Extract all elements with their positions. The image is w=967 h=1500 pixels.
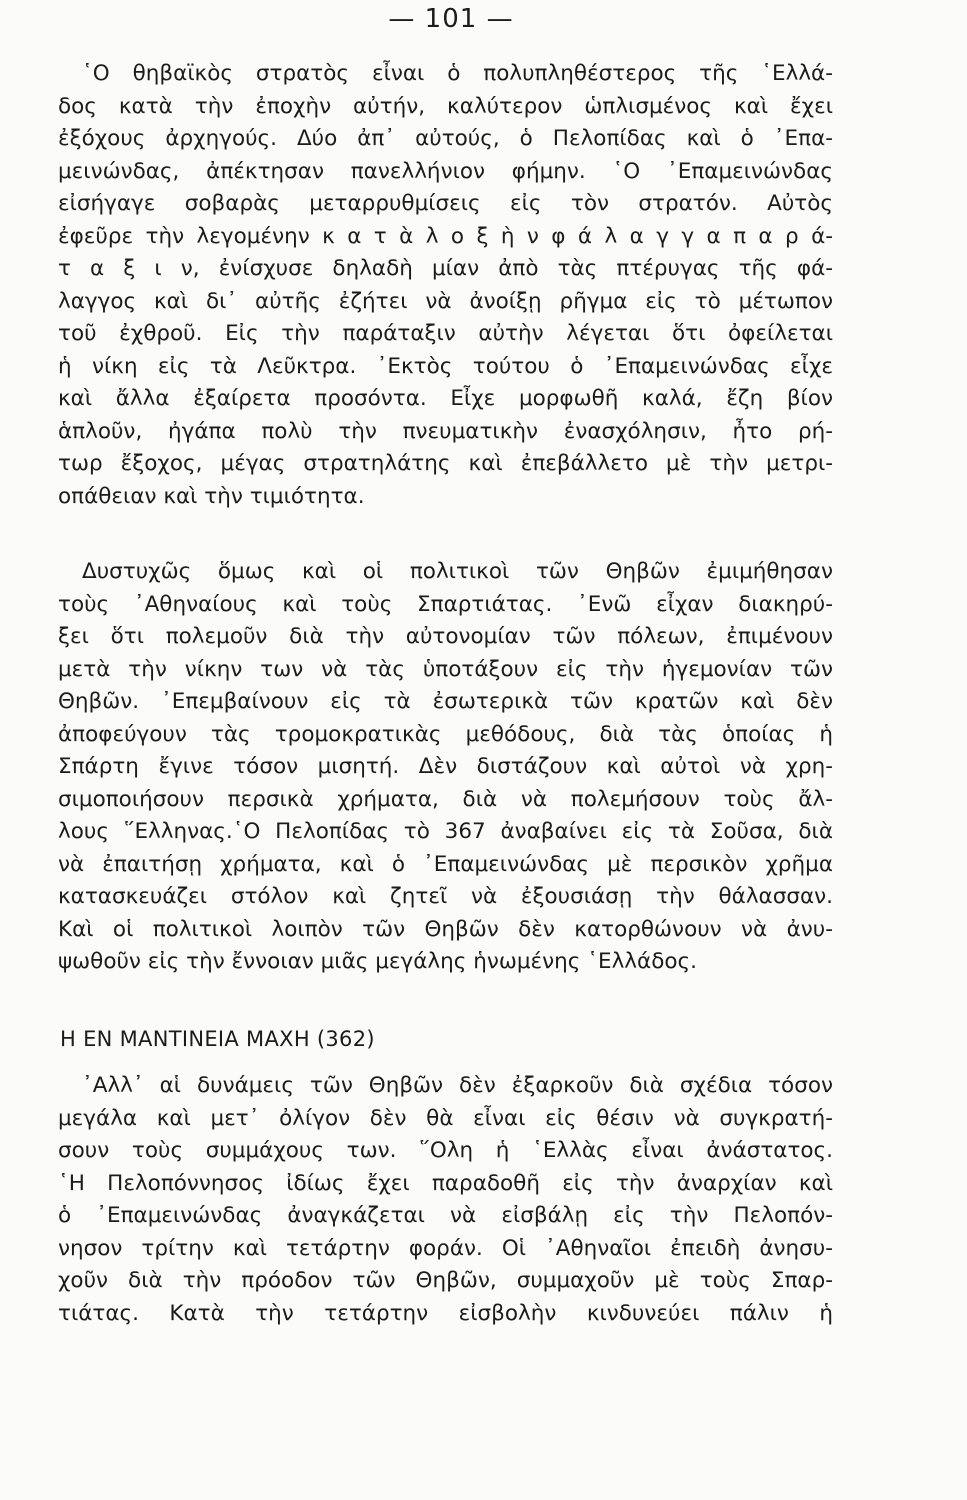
text-line: τιάτας. Κατὰ τὴν τετάρτην εἰσβολὴν κινδυνεύει πάλιν ἡ <box>58 1300 833 1326</box>
text-line: ἡ νίκη εἰς τὰ Λεῦκτρα. ᾽Εκτὸς τούτου ὁ ᾽Επαμεινώνδας εἶχε <box>58 353 833 379</box>
paragraph-thebes-army <box>58 58 833 513</box>
text-line: λαγγος καὶ δι᾽ αὐτῆς ἐζήτει νὰ ἀνοίξῃ ρῆγμα εἰς τὸ μέτωπον <box>58 288 833 314</box>
text-line: σιμοποιήσουν περσικὰ χρήματα, διὰ νὰ πολεμήσουν τοὺς ἄλ- <box>58 786 833 812</box>
section-heading: Η ΕΝ ΜΑΝΤΙΝΕΙΑ ΜΑΧΗ (362) <box>60 1027 375 1051</box>
text-line: σουν τοὺς συμμάχους των. ῞Ολη ἡ ῾Ελλὰς εἶναι ἀνάστατος. <box>58 1138 833 1163</box>
text-line: λους ῞Ελληνας.῾Ο Πελοπίδας τὸ 367 ἀναβαίνει εἰς τὰ Σοῦσα, διὰ <box>58 819 833 844</box>
text-line: ἁπλοῦν, ἠγάπα πολὺ τὴν πνευματικὴν ἐνασχόλησιν, ἦτο ρή- <box>58 418 833 444</box>
text-line: Θηβῶν. ᾽Επεμβαίνουν εἰς τὰ ἐσωτερικὰ τῶν κρατῶν καὶ δὲν <box>58 689 833 714</box>
text-line: ἀποφεύγουν τὰς τρομοκρατικὰς μεθόδους, διὰ τὰς ὁποίας ἡ <box>58 721 833 747</box>
text-line: κατασκευάζει στόλον καὶ ζητεῖ νὰ ἐξουσιάσῃ τὴν θάλασσαν. <box>58 884 833 909</box>
paragraph-mantinea-battle <box>58 1070 833 1330</box>
text-line: ᾽Αλλ᾽ αἱ δυνάμεις τῶν Θηβῶν δὲν ἐξαρκοῦν διὰ σχέδια τόσον <box>82 1073 833 1098</box>
text-line: τωρ ἔξοχος, μέγας στρατηλάτης καὶ ἐπεβάλλετο μὲ τὴν μετρι- <box>58 451 833 476</box>
text-line: τοὺς ᾽Αθηναίους καὶ τοὺς Σπαρτιάτας. ᾽Ενῶ εἶχαν διακηρύ- <box>58 591 833 617</box>
text-line: μεινώνδας, ἀπέκτησαν πανελλήνιον φήμην. ῾Ο ᾽Επαμεινώνδας <box>58 158 833 184</box>
text-line: τοῦ ἐχθροῦ. Εἰς τὴν παράταξιν αὐτὴν λέγεται ὅτι ὀφείλεται <box>58 321 833 346</box>
text-line: Καὶ οἱ πολιτικοὶ λοιπὸν τῶν Θηβῶν δὲν κατορθώνουν νὰ ἀνυ- <box>58 916 833 942</box>
text-line: μεγάλα καὶ μετ᾽ ὀλίγον δὲν θὰ εἶναι εἰς θέσιν νὰ συγκρατή- <box>58 1105 833 1131</box>
text-line: νησον τρίτην καὶ τετάρτην φοράν. Οἱ ᾽Αθηναῖοι ἐπειδὴ ἀνησυ- <box>58 1235 833 1261</box>
paragraph-thebes-politicians <box>58 556 833 979</box>
text-line: χοῦν διὰ τὴν πρόοδον τῶν Θηβῶν, συμμαχοῦν μὲ τοὺς Σπαρ- <box>58 1268 833 1293</box>
text-line: δος κατὰ τὴν ἐποχὴν αὐτήν, καλύτερον ὡπλισμένος καὶ ἔχει <box>58 93 833 119</box>
text-line: ὁ ᾽Επαμεινώνδας ἀναγκάζεται νὰ εἰσβάλῃ εἰς τὴν Πελοπόν- <box>58 1203 833 1228</box>
text-line: εἰσήγαγε σοβαρὰς μεταρρυθμίσεις εἰς τὸν στρατόν. Αὐτὸς <box>58 191 833 216</box>
text-line: ἐφεῦρε τὴν λεγομένην κ α τ ὰ λ ο ξ ὴ ν φ ά λ α γ γ α π α ρ ά- <box>58 223 833 249</box>
text-line: οπάθειαν καὶ τὴν τιμιότητα. <box>58 483 365 509</box>
text-line: ῾Ο θηβαϊκὸς στρατὸς εἶναι ὁ πολυπληθέστερος τῆς ῾Ελλά- <box>82 61 833 86</box>
text-line: ῾Η Πελοπόννησος ἰδίως ἔχει παραδοθῆ εἰς τὴν ἀναρχίαν καὶ <box>58 1170 833 1196</box>
text-line: Σπάρτη ἔγινε τόσον μισητή. Δὲν διστάζουν καὶ αὐτοὶ νὰ χρη- <box>58 754 833 779</box>
text-line: καὶ ἄλλα ἐξαίρετα προσόντα. Εἶχε μορφωθῆ καλά, ἔζη βίον <box>58 386 833 411</box>
page-number: — 101 — <box>388 4 514 34</box>
text-line: ξει ὅτι πολεμοῦν διὰ τὴν αὐτονομίαν τῶν πόλεων, ἐπιμένουν <box>58 624 833 649</box>
text-line: νὰ ἐπαιτήσῃ χρήματα, καὶ ὁ ᾽Επαμεινώνδας μὲ περσικὸν χρῆμα <box>58 851 833 877</box>
text-line: μετὰ τὴν νίκην των νὰ τὰς ὑποτάξουν εἰς τὴν ἡγεμονίαν τῶν <box>58 656 833 682</box>
text-line: ψωθοῦν εἰς τὴν ἔννοιαν μιᾶς μεγάλης ἡνωμένης ῾Ελλάδος. <box>58 949 697 974</box>
text-line: ἐξόχους ἀρχηγούς. Δύο ἀπ᾽ αὐτούς, ὁ Πελοπίδας καὶ ὁ ᾽Επα- <box>58 126 833 151</box>
text-line: Δυστυχῶς ὅμως καὶ οἱ πολιτικοὶ τῶν Θηβῶν ἐμιμήθησαν <box>82 559 833 584</box>
text-line: τ α ξ ι ν, ἐνίσχυσε δηλαδὴ μίαν ἀπὸ τὰς πτέρυγας τῆς φά- <box>58 256 833 281</box>
